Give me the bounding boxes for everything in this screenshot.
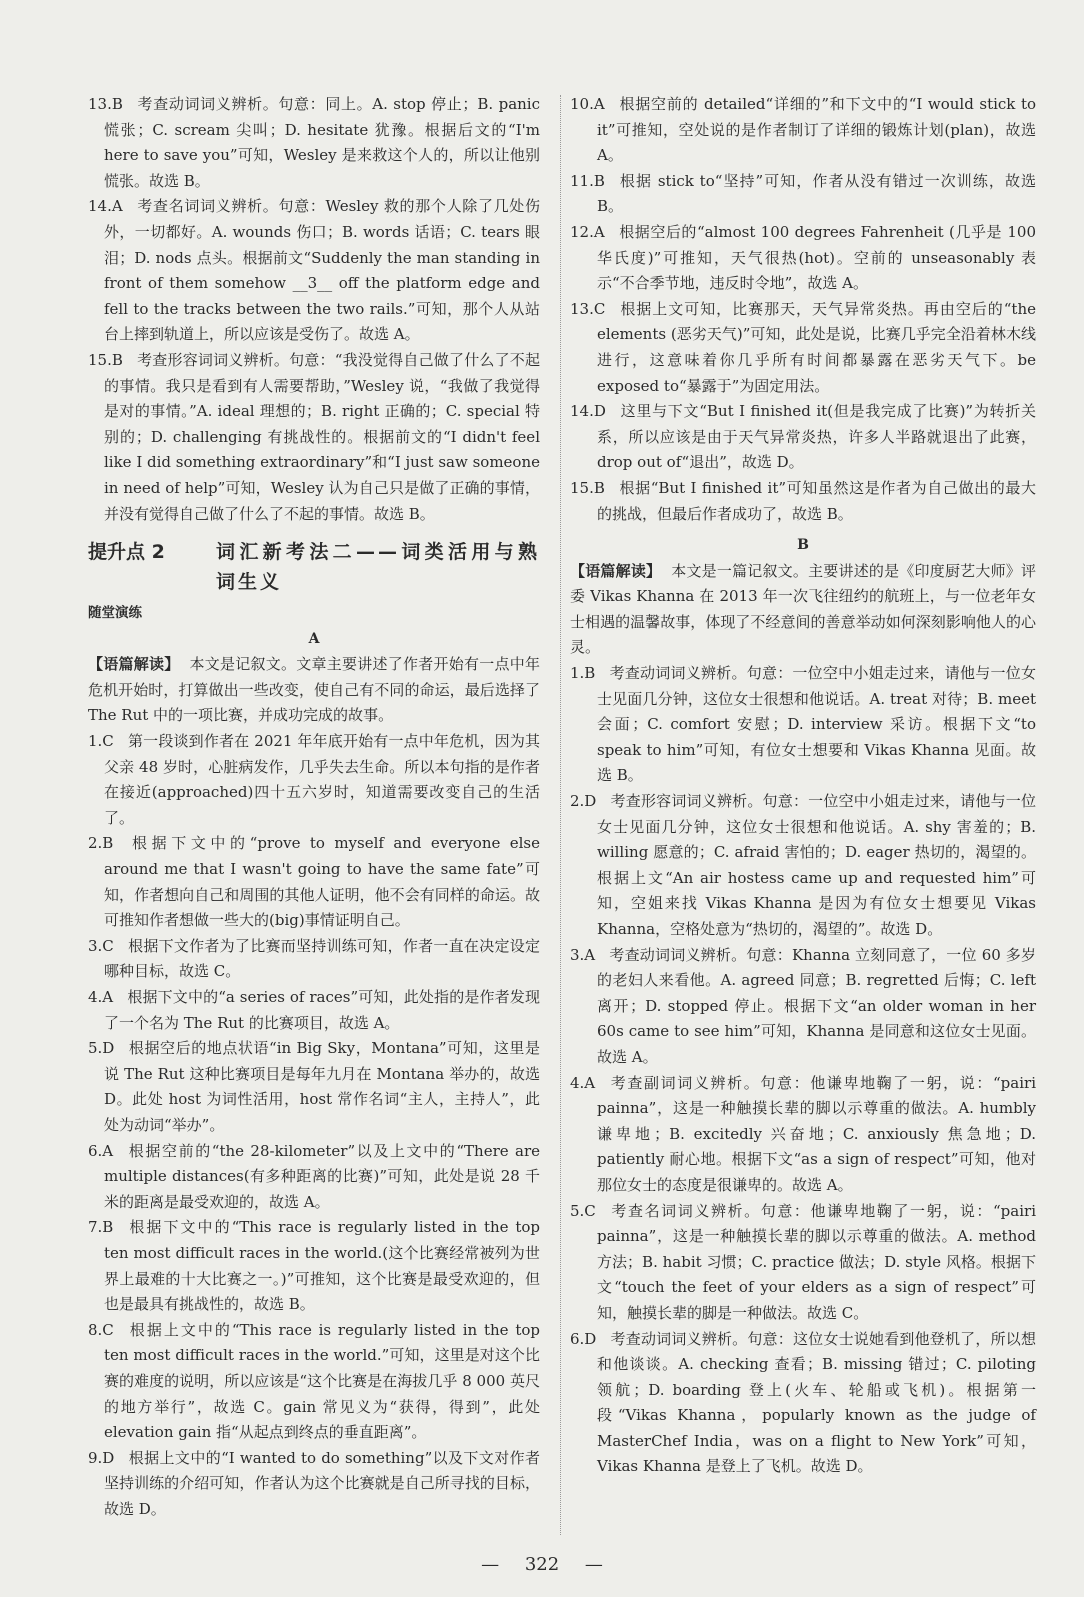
- answer-number: 4.A: [88, 988, 114, 1006]
- section-heading-prefix: 提升点 2: [88, 541, 165, 564]
- answer-explanation: 这里与下文“But I finished it(但是我完成了比赛)”为转折关系，所以应该是由于天气异常炎热，许多人半路就退出了此赛，drop out of“退出”，故选 D。: [597, 402, 1036, 472]
- answer-explanation: 根据上文中的“This race is regularly listed in the top ten most difficult races in the world.”可知，这里是对这个比赛的难度的说明，所以应该是“这个比赛是在海拔几乎 8 000 英尺的地方举行”，故选 C。gain 常见义为“获得，得到”，此处 elevation gain 指“从起点到终点的垂直距离”。: [104, 1320, 540, 1442]
- answer-explanation: 根据“But I finished it”可知虽然这是作者为自己做出的最大的挑战，但最后作者成功了，故选 B。: [597, 478, 1036, 523]
- answer-number: 2.D: [570, 792, 597, 811]
- answer-explanation: 考查动词词义辨析。句意：这位女士说她看到他登机了，所以想和他谈谈。A. checking 查看；B. missing 错过；C. piloting 领航；D. boarding 登上(火车、轮船或飞机)。根据第一段“Vikas Khanna，popularly known as the judge of MasterChef India，was on a flight to New York”可知，Vikas Khanna 是登上了飞机。故选 D。: [597, 1329, 1036, 1476]
- answer-explanation: 根据空后的“almost 100 degrees Fahrenheit (几乎是 100 华氏度)”可推知，天气很热(hot)。空前的 unseasonably 表示“不合季节地，违反时令地”，故选 A。: [597, 222, 1036, 293]
- answer-list-a: [88, 729, 540, 1522]
- subheading: 随堂演练: [88, 605, 142, 622]
- answer-explanation: 考查动词词义辨析。句意：一位空中小姐走过来，请他与一位女士见面几分钟，这位女士很想和他说话。A. treat 对待；B. meet 会面；C. comfort 安慰；D. interview 采访。根据下文“to speak to him”可知，有位女士想要和 Vikas Khanna 见面。故选 B。: [597, 664, 1036, 785]
- answer-item: [88, 1446, 540, 1523]
- answer-explanation: 根据下文中的“a series of races”可知，此处指的是作者发现了一个名为 The Rut 的比赛项目，故选 A。: [104, 988, 540, 1032]
- answer-explanation: 考查形容词词义辨析。句意：“我没觉得自己做了什么了不起的事情。我只是看到有人需要帮助，”Wesley 说，“我做了我觉得是对的事情。”A. ideal 理想的；B. right 正确的；C. special 特别的；D. challenging 有挑战性的。根据前文的“I didn't feel like I did something extraordinary”和“I just saw someone in need of help”可知，Wesley 认为自己只是做了正确的事情，并没有觉得自己做了什么了不起的事情。故选 B。: [104, 350, 540, 523]
- answer-item: [570, 169, 1036, 220]
- answer-number: 1.C: [88, 732, 114, 751]
- answer-item: [88, 985, 540, 1036]
- answer-explanation: 根据上文可知，比赛那天，天气异常炎热。再由空后的“the elements (恶劣天气)”可知，此处是说，比赛几乎完全沿着林木线进行，这意味着你几乎所有时间都暴露在恶劣天气下。be exposed to“暴露于”为固定用法。: [597, 299, 1036, 395]
- reading-interpretation: [88, 652, 540, 729]
- answer-explanation: 考查副词词义辨析。句意：他谦卑地鞠了一躬，说：“pairi painna”，这是一种触摸长辈的脚以示尊重的做法。A. humbly 谦卑地；B. excitedly 兴奋地；C. anxiously 焦急地；D. patiently 耐心地。根据下文“as a sign of respect”可知，他对那位女士的态度是很谦卑的。故选 A。: [597, 1073, 1036, 1194]
- right-column: [570, 92, 1036, 1480]
- answer-item: [570, 399, 1036, 476]
- answer-number: 6.D: [570, 1329, 597, 1348]
- column-divider: [560, 95, 561, 1535]
- answer-explanation: 考查名词词义辨析。句意：他谦卑地鞠了一躬，说：“pairi painna”，这是一种触摸长辈的脚以示尊重的做法。A. method 方法；B. habit 习惯；C. practice 做法；D. style 风格。根据下文“touch the feet of your elders as a sign of respect”可知，触摸长辈的脚是一种做法。故选 C。: [597, 1201, 1036, 1322]
- answer-explanation: 根据下文作者为了比赛而坚持训练可知，作者一直在决定设定哪种目标，故选 C。: [104, 936, 540, 981]
- answer-number: 14.D: [570, 402, 606, 421]
- page-footer: [0, 1554, 1084, 1575]
- answer-explanation: 考查动词词义辨析。句意：Khanna 立刻同意了，一位 60 多岁的老妇人来看他。A. agreed 同意；B. regretted 后悔；C. left 离开；D. stopped 停止。根据下文“an older woman in her 60s came to see him”可知，Khanna 是同意和这位女士见面。故选 A。: [597, 945, 1036, 1066]
- answer-explanation: 考查动词词义辨析。句意：同上。A. stop 停止；B. panic 慌张；C. scream 尖叫；D. hesitate 犹豫。根据后文的“I'm here to save you”可知，Wesley 是来救这个人的，所以让他别慌张。故选 B。: [104, 95, 540, 190]
- answer-item: [88, 348, 540, 527]
- answer-number: 6.A: [88, 1141, 114, 1160]
- answer-number: 12.A: [570, 222, 605, 241]
- answer-list-previous: [570, 92, 1036, 527]
- passage-label-a: A: [308, 630, 320, 647]
- answer-item: [570, 661, 1036, 789]
- answer-item: [570, 476, 1036, 527]
- answer-number: 3.C: [88, 936, 114, 955]
- answer-number: 1.B: [570, 664, 596, 683]
- reading-tag: 【语篇解读】: [88, 655, 180, 674]
- answer-explanation: 根据空前的“the 28-kilometer”以及上文中的“There are multiple distances(有多种距离的比赛)”可知，此处是说 28 千米的距离是最受欢迎的，故选 A。: [104, 1141, 540, 1211]
- answer-explanation: 考查名词词义辨析。句意：Wesley 救的那个人除了几处伤外，一切都好。A. wounds 伤口；B. words 话语；C. tears 眼泪；D. nods 点头。根据前文“Suddenly the man standing in front of them somehow __3__ off the platform edge and fell to the tracks between the two rails.”可知，那个人从站台上摔到轨道上，所以应该是受伤了。故选 A。: [104, 197, 540, 344]
- reading-text: 本文是一篇记叙文。主要讲述的是《印度厨艺大师》评委 Vikas Khanna 在 2013 年一次飞往纽约的航班上，与一位老年女士相遇的温馨故事，体现了不经意间的善意举动如何深刻影响他人的心灵。: [570, 561, 1036, 657]
- answer-number: 15.B: [570, 478, 605, 497]
- passage-label-b: B: [797, 537, 809, 554]
- answer-explanation: 根据空后的地点状语“in Big Sky，Montana”可知，这里是说 The Rut 这种比赛项目是每年九月在 Montana 举办的，故选 D。此处 host 为词性活用，host 常作名词“主人，主持人”，此处为动词“举办”。: [104, 1039, 540, 1134]
- answer-list-previous: [88, 92, 540, 527]
- answer-number: 11.B: [570, 171, 605, 190]
- footer-dash: —: [481, 1554, 500, 1575]
- answer-number: 15.B: [88, 350, 123, 369]
- answer-item: [570, 943, 1036, 1071]
- section-heading: [88, 537, 540, 597]
- answer-explanation: 根据上文中的“I wanted to do something”以及下文对作者坚持训练的介绍可知，作者认为这个比赛就是自己所寻找的目标，故选 D。: [104, 1448, 540, 1518]
- answer-item: [570, 297, 1036, 399]
- left-column: [88, 92, 540, 1522]
- answer-item: [570, 92, 1036, 169]
- answer-list-b: [570, 661, 1036, 1480]
- answer-number: 4.A: [570, 1073, 596, 1092]
- answer-number: 2.B: [88, 834, 114, 853]
- section-heading-title: 词汇新考法二——词类活用与熟词生义: [216, 541, 540, 594]
- answer-number: 9.D: [88, 1448, 115, 1467]
- answer-item: [88, 1215, 540, 1317]
- footer-dash: —: [584, 1554, 603, 1575]
- answer-number: 13.C: [570, 299, 606, 318]
- answer-item: [570, 1327, 1036, 1481]
- answer-number: 10.A: [570, 95, 605, 113]
- answer-number: 7.B: [88, 1218, 114, 1237]
- answer-item: [88, 194, 540, 348]
- page-number: 322: [524, 1554, 560, 1575]
- reading-tag: 【语篇解读】: [570, 561, 662, 580]
- answer-explanation: 根据 stick to“坚持”可知，作者从没有错过一次训练，故选 B。: [597, 171, 1036, 216]
- answer-explanation: 第一段谈到作者在 2021 年年底开始有一点中年危机，因为其父亲 48 岁时，心脏病发作，几乎失去生命。所以本句指的是作者在接近(approached)四十五六岁时，知道需要改变自己的生活了。: [104, 732, 540, 827]
- answer-explanation: 根据空前的 detailed“详细的”和下文中的“I would stick to it”可推知，空处说的是作者制订了详细的锻炼计划(plan)，故选 A。: [597, 95, 1036, 165]
- answer-item: [570, 789, 1036, 943]
- answer-item: [88, 1139, 540, 1216]
- answer-item: [570, 1071, 1036, 1199]
- answer-number: 3.A: [570, 945, 596, 964]
- answer-item: [88, 1318, 540, 1446]
- answer-item: [88, 729, 540, 831]
- answer-number: 13.B: [88, 95, 123, 113]
- answer-number: 8.C: [88, 1320, 114, 1339]
- answer-explanation: 根据下文中的“This race is regularly listed in the top ten most difficult races in the world.(这个比赛经常被列为世界上最难的十大比赛之一。)”可推知，这个比赛是最受欢迎的，但也是最具有挑战性的，故选 B。: [104, 1218, 540, 1314]
- answer-number: 14.A: [88, 197, 123, 216]
- answer-item: [88, 92, 540, 194]
- answer-item: [88, 831, 540, 933]
- answer-item: [88, 1036, 540, 1138]
- answer-explanation: 考查形容词词义辨析。句意：一位空中小姐走过来，请他与一位女士见面几分钟，这位女士很想和他说话。A. shy 害羞的；B. willing 愿意的；C. afraid 害怕的；D. eager 热切的，渴望的。根据上文“An air hostess came up and requested him”可知，空姐来找 Vikas Khanna 是因为有位女士想要见 Vikas Khanna，空格处意为“热切的，渴望的”。故选 D。: [597, 792, 1036, 938]
- answer-item: [88, 934, 540, 985]
- reading-interpretation: [570, 559, 1036, 661]
- answer-item: [570, 1199, 1036, 1327]
- answer-item: [570, 220, 1036, 297]
- answer-number: 5.C: [570, 1201, 596, 1220]
- reading-text: 本文是记叙文。文章主要讲述了作者开始有一点中年危机开始时，打算做出一些改变，使自己有不同的命运，最后选择了 The Rut 中的一项比赛，并成功完成的故事。: [88, 655, 540, 725]
- answer-number: 5.D: [88, 1039, 115, 1058]
- answer-explanation: 根据下文中的“prove to myself and everyone else around me that I wasn't going to have the same fate”可知，作者想向自己和周围的其他人证明，他不会有同样的命运。故可推知作者想做一些大的(big)事情证明自己。: [104, 834, 540, 930]
